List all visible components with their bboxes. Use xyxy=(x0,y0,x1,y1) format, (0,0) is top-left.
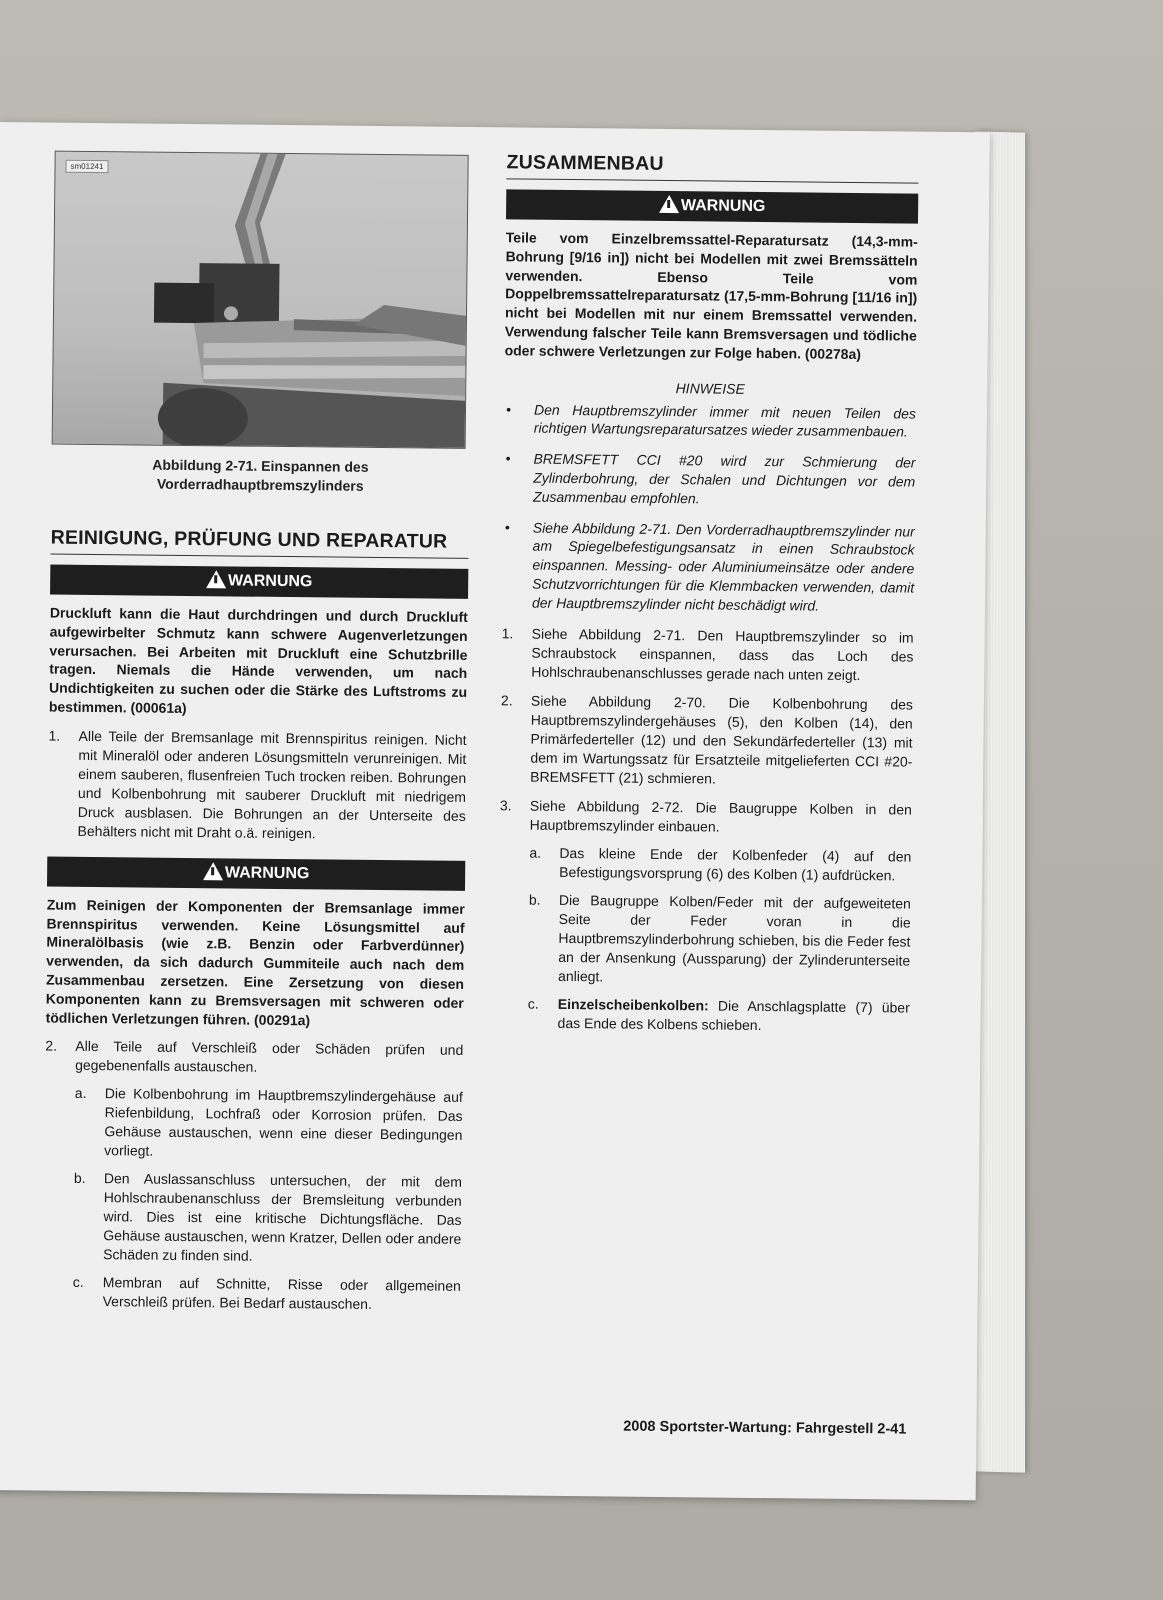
right-column xyxy=(497,151,918,1036)
note-text: BREMSFETT CCI #20 wird zur Schmierung der Zylinderbohrung, der Schalen und Dichtungen vor dem Zusammenbau empfohlen. xyxy=(533,450,916,507)
step-1-cleaning xyxy=(47,726,466,844)
figure-caption-line2: Vorderradhauptbremszylinders xyxy=(156,475,364,494)
warning-text-2: Zum Reinigen der Komponenten der Bremsanlage immer Brennspiritus verwenden. Keine Lösungsmittel auf Mineralölbasis (wie z.B. Benzin oder Farbverdünner) verwenden, da sich dadurch Gummiteile auch nach dem Zusammenbau zersetzen. Eine Zersetzung von diesen Komponenten kann zu Bremsversagen mit schweren oder tödlichen Verletzungen führen. (00291a) xyxy=(45,896,465,1028)
warning-bar-2 xyxy=(47,856,465,890)
step-number: 1. xyxy=(501,624,514,641)
substep-c xyxy=(527,994,909,1036)
figure-2-71 xyxy=(52,151,469,449)
warning-label: WARNUNG xyxy=(224,864,310,883)
section-heading-cleaning: REINIGUNG, PRÜFUNG UND REPARATUR xyxy=(50,527,468,559)
step-number: 3. xyxy=(499,796,512,813)
substep-text: Die Kolbenbohrung im Hauptbremszylindergehäuse auf Riefenbildung, Lochfraß oder Korrosion prüfen. Das Gehäuse austauschen, wenn eine dieser Bedingungen vorliegt. xyxy=(104,1085,463,1160)
warning-triangle-icon xyxy=(206,570,226,588)
left-column xyxy=(43,151,473,1316)
warning-text-3: Teile vom Einzelbremssattel-Reparatursatz (14,3-mm-Bohrung [9/16 in]) nicht bei Modellen mit zwei Bremssätteln verwenden. Ebenso Teile vom Doppelbremssattelreparatursatz (17,5-mm-Bohrung [11/16 in]) nicht bei Modellen mit nur einem Bremssattel verwenden. Verwendung falscher Teile kann Bremsversagen und tödliche oder schwere Verletzungen zur Folge haben. (00278a) xyxy=(504,229,918,362)
warning-label: WARNUNG xyxy=(227,572,313,591)
step-number: 2. xyxy=(500,691,513,708)
step-text: Alle Teile der Bremsanlage mit Brennspiritus reinigen. Nicht mit Mineralöl oder anderen Lösungsmitteln verunreinigen. Mit einem sauberen, flusenfreien Tuch trocken reiben. Bohrungen und Kolbenbohrung mit sauberer Druckluft mit niedrigem Druck ausblasen. Die Bohrungen an der Unterseite des Behälters nicht mit Draht o.ä. reinigen. xyxy=(77,727,467,842)
bullet-icon: • xyxy=(505,400,512,417)
figure-id-label: sm01241 xyxy=(65,160,108,173)
step-2-assembly xyxy=(500,691,913,790)
substep-letter: c. xyxy=(527,995,539,1012)
step-2-inspection xyxy=(45,1037,463,1079)
substep-text: Den Auslassanschluss untersuchen, der mit dem Hohlschraubenanschluss der Bremsleitung verbunden wird. Dies ist eine kritische Dichtungsfläche. Das Gehäuse austauschen, wenn Kratzer, Dellen oder andere Schäden zu finden sind. xyxy=(103,1170,463,1265)
bullet-icon: • xyxy=(504,518,510,535)
step-text: Siehe Abbildung 2-72. Die Baugruppe Kolben in den Hauptbremszylinder einbauen. xyxy=(529,797,912,835)
vise-photo-illustration xyxy=(53,152,468,448)
substep-letter: b. xyxy=(528,891,541,908)
step-1-assembly xyxy=(501,624,914,685)
page-footer: 2008 Sportster-Wartung: Fahrgestell 2-41 xyxy=(623,1418,907,1438)
note-1 xyxy=(504,400,916,442)
figure-caption-line1: Abbildung 2-71. Einspannen des xyxy=(152,456,369,475)
substep-text: Das kleine Ende der Kolbenfeder (4) auf den Befestigungsvorsprung (6) des Kolben (1) aufdrücken. xyxy=(559,844,912,883)
substep-b xyxy=(73,1169,462,1268)
note-2 xyxy=(503,449,916,510)
manual-page xyxy=(0,122,990,1500)
substep-bold-label: Einzelscheibenkolben: xyxy=(557,995,709,1014)
bullet-icon: • xyxy=(505,450,511,467)
warning-bar-1 xyxy=(50,565,468,599)
note-3 xyxy=(502,518,915,616)
notes-title: HINWEISE xyxy=(675,379,745,397)
substep-c xyxy=(73,1273,461,1315)
step-3-assembly xyxy=(500,796,912,838)
substep-letter: b. xyxy=(73,1170,86,1187)
section-heading-assembly: ZUSAMMENBAU xyxy=(506,151,918,183)
substep-text: Die Baugruppe Kolben/Feder mit der aufgeweiteten Seite der Feder voran in die Hauptbremszylinderbohrung schieben, bis die Feder fest an der Ansenkung (Aussparung) der Zylinderunterseite anliegt. xyxy=(558,891,911,984)
substep-text: Membran auf Schnitte, Risse oder allgemeinen Verschleiß prüfen. Bei Bedarf austauschen. xyxy=(102,1274,461,1313)
substep-a xyxy=(74,1084,463,1164)
step-number: 2. xyxy=(45,1037,58,1055)
figure-caption xyxy=(51,455,469,497)
warning-label: WARNUNG xyxy=(680,197,766,216)
warning-bar-3 xyxy=(506,189,918,223)
substep-text xyxy=(557,994,909,1036)
step-text: Siehe Abbildung 2-70. Die Kolbenbohrung des Hauptbremszylindergehäuses (5), den Kolben (14), den Primärfederteller (12) und den Sekundärfederteller (13) mit dem im Wartungssatz für Ersatzteile mitgelieferten CCI #20-BREMSFETT (21) schmieren. xyxy=(530,692,914,787)
substep-letter: c. xyxy=(72,1274,84,1291)
warning-triangle-icon xyxy=(659,195,679,213)
note-text: Den Hauptbremszylinder immer mit neuen Teilen des richtigen Wartungsreparatursatzes wieder zusammenbauen. xyxy=(533,401,917,440)
warning-triangle-icon xyxy=(203,862,223,880)
substep-letter: a. xyxy=(529,844,542,861)
substep-b xyxy=(528,890,911,989)
substep-text-rest: Die Anschlagsplatte (7) über das Ende des Kolbens schieben. xyxy=(557,997,910,1033)
step-text: Siehe Abbildung 2-71. Den Hauptbremszylinder so im Schraubstock einspannen, dass das Loch des Hohlschraubenanschlusses gerade nach unten zeigt. xyxy=(531,625,914,683)
step-number: 1. xyxy=(48,727,61,744)
warning-text-1: Druckluft kann die Haut durchdringen und durch Druckluft aufgewirbelter Schmutz kann schwere Augenverletzungen verursachen. Bei Arbeiten mit Druckluft eine Schutzbrille tragen. Niemals die Hände verwenden, um nach Undichtigkeiten zu suchen oder die Stärke des Luftstroms zu bestimmen. (00061a) xyxy=(48,604,468,716)
substep-a xyxy=(529,843,911,885)
step-text: Alle Teile auf Verschleiß oder Schäden prüfen und gegebenenfalls austauschen. xyxy=(75,1038,464,1076)
note-text: Siehe Abbildung 2-71. Den Vorderradhauptbremszylinder nur am Spiegelbefestigungsansatz in einen Schraubstock einspannen. Messing- oder Aluminiumeinsätze oder andere Schutzvorrichtungen für die Klemmbacken verwenden, damit der Hauptbremszylinder nicht beschädigt wird. xyxy=(531,519,915,614)
substep-letter: a. xyxy=(74,1085,87,1102)
